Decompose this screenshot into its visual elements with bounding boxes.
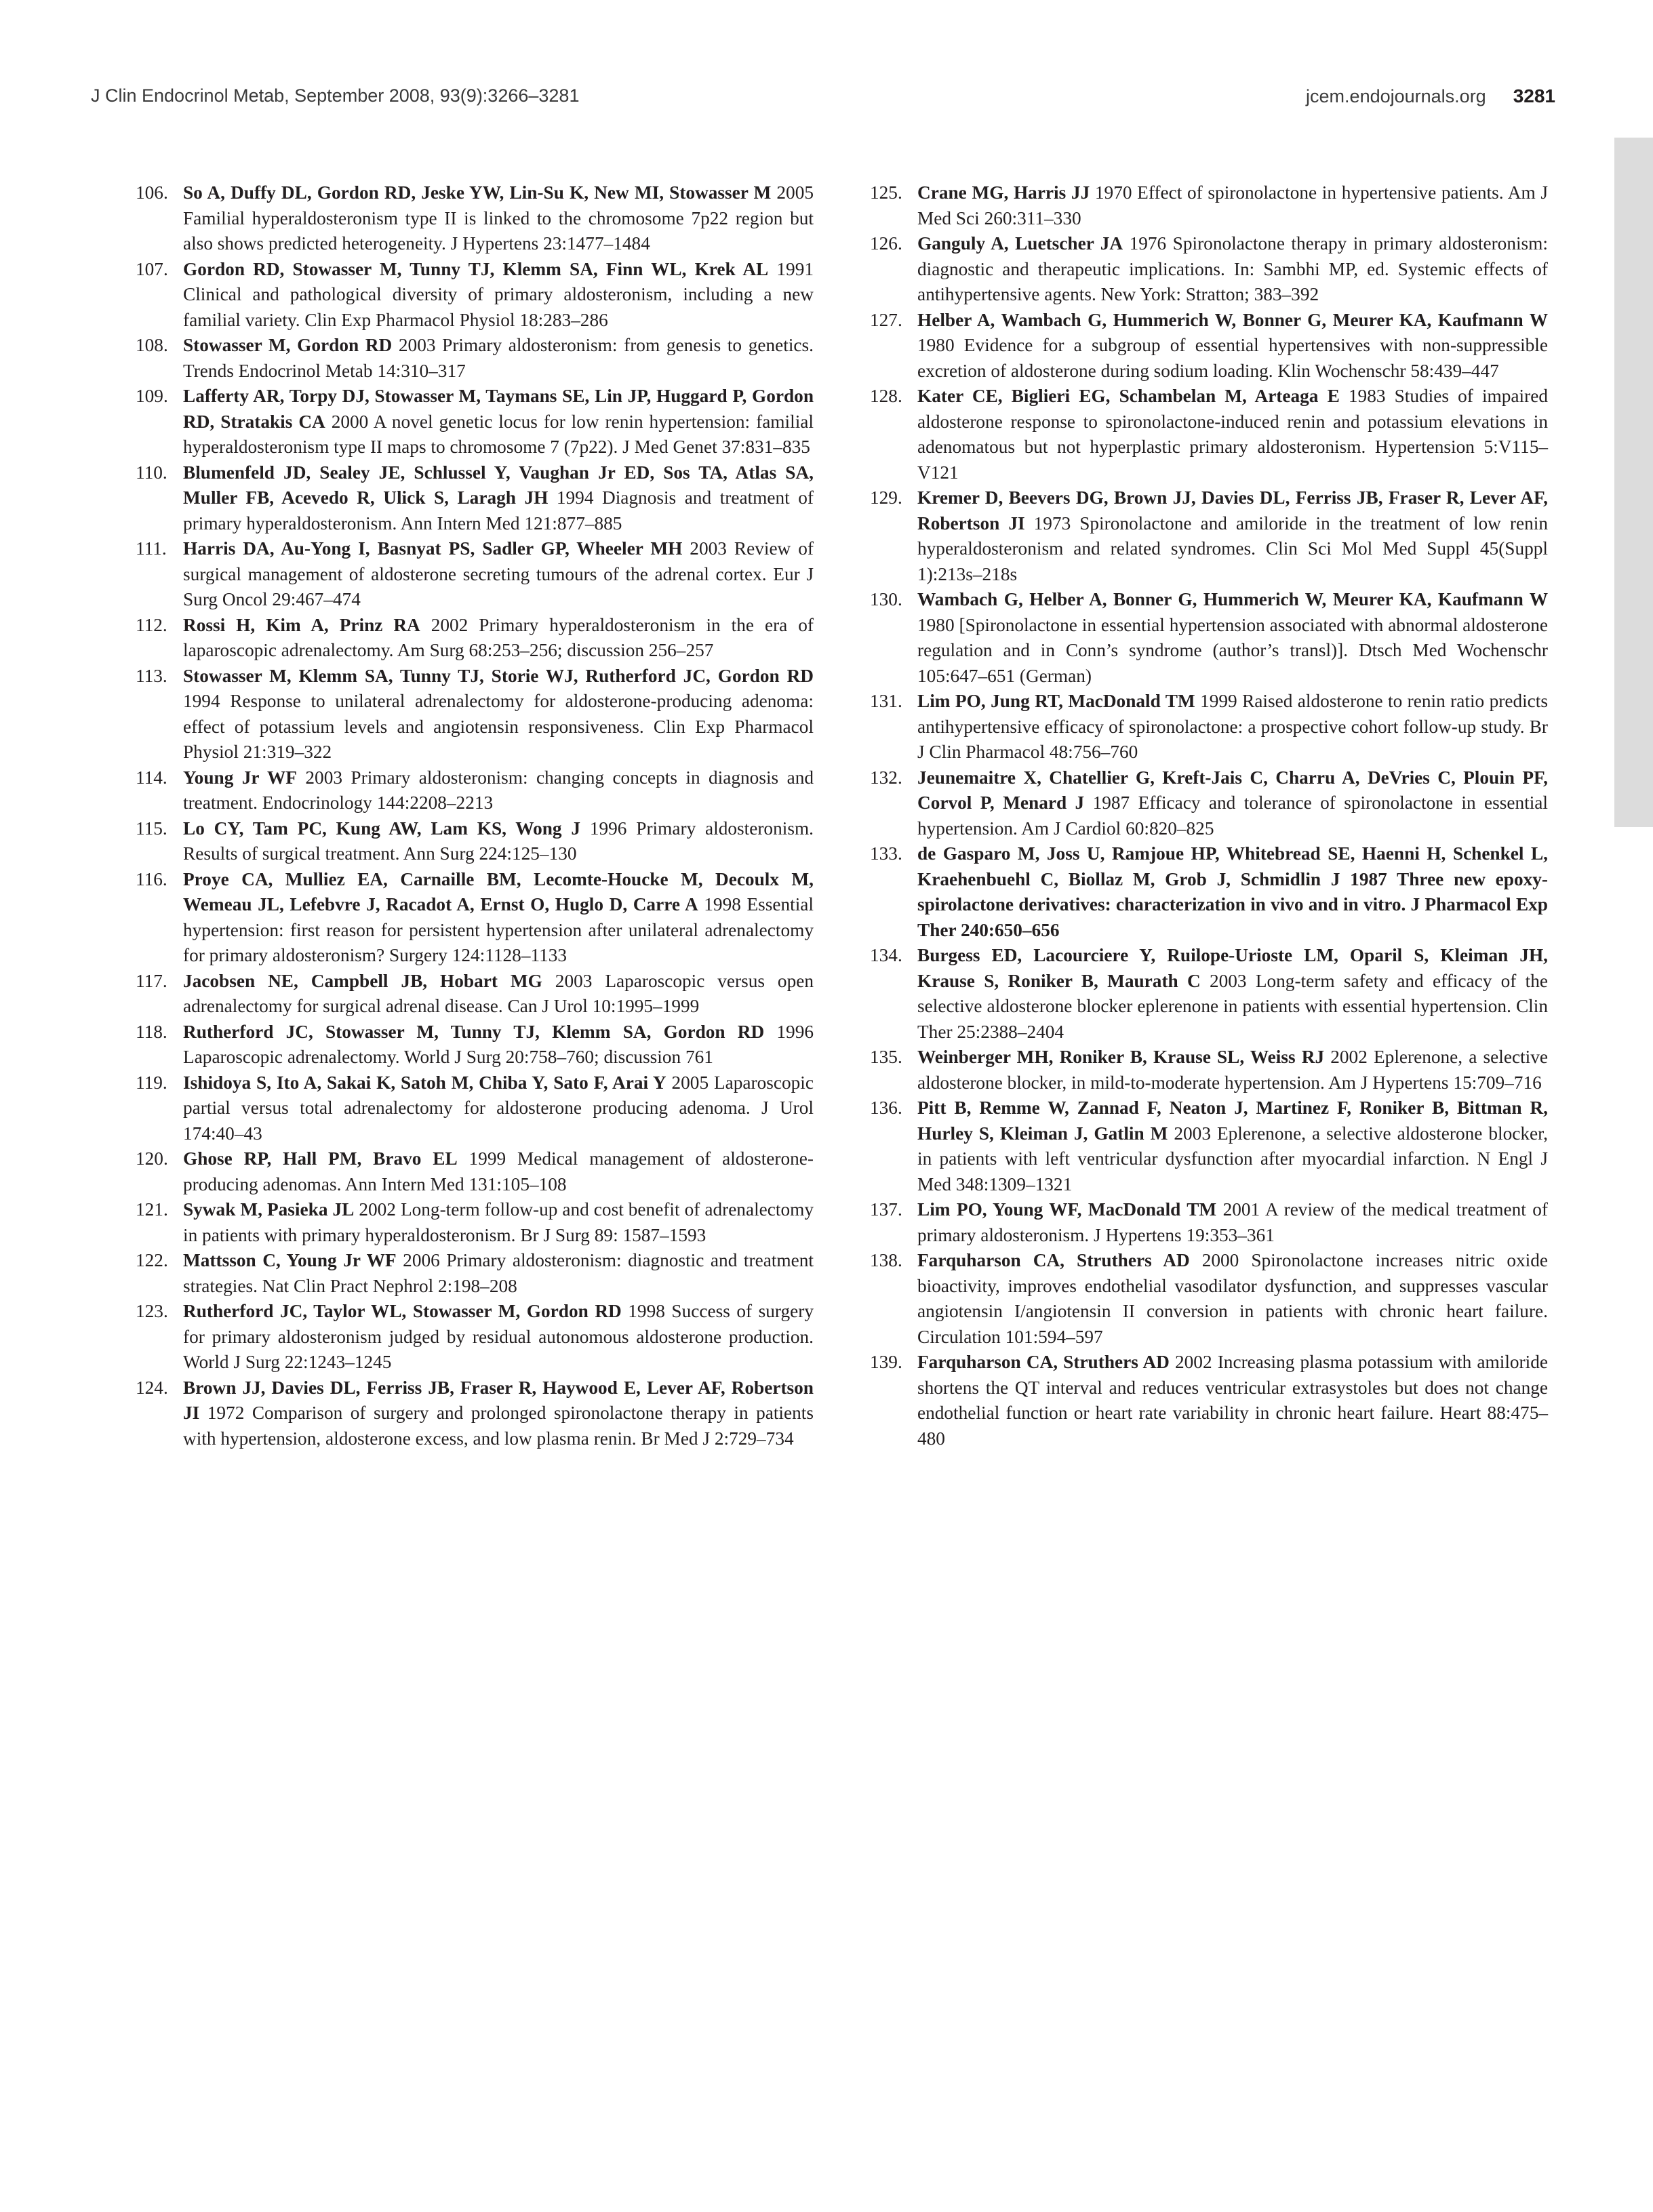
reference-number: 132. xyxy=(870,767,902,788)
running-header xyxy=(91,85,1555,119)
reference-authors: Ganguly A, Luetscher JA xyxy=(917,233,1123,254)
reference-number: 108. xyxy=(136,335,168,355)
reference-authors: Lafferty AR, Torpy DJ, Stowasser M, Taymans SE, Lin JP, Huggard P, Gordon RD, Stratakis CA xyxy=(183,386,814,432)
reference-authors: Crane MG, Harris JJ xyxy=(917,182,1090,203)
reference-authors: Gordon RD, Stowasser M, Tunny TJ, Klemm SA, Finn WL, Krek AL xyxy=(183,258,769,279)
reference-authors: Ishidoya S, Ito A, Sakai K, Satoh M, Chiba Y, Sato F, Arai Y xyxy=(183,1072,666,1093)
reference-authors: Young Jr WF xyxy=(183,767,297,788)
reference-details: 2002 Primary hyperaldosteronism in the era of laparoscopic adrenalectomy. Am Surg 68:253–256; discussion 256–257 xyxy=(183,614,814,660)
reference-item xyxy=(136,613,814,664)
reference-details: 2003 Long-term safety and efficacy of the selective aldosterone blocker eplerenone in patients with essential hypertension. Clin Ther 25:2388–2404 xyxy=(917,970,1548,1042)
reference-item xyxy=(870,485,1548,587)
reference-details: 1994 Diagnosis and treatment of primary hyperaldosteronism. Ann Intern Med 121:877–885 xyxy=(183,487,814,534)
reference-authors: Lim PO, Jung RT, MacDonald TM xyxy=(917,691,1195,711)
reference-item xyxy=(136,384,814,460)
header-right xyxy=(1306,85,1555,107)
reference-number: 136. xyxy=(870,1098,902,1118)
reference-item xyxy=(870,1197,1548,1248)
reference-item xyxy=(870,841,1548,943)
reference-number: 117. xyxy=(136,970,167,991)
reference-item xyxy=(136,867,814,969)
reference-details: 1980 Evidence for a subgroup of essential hypertensives with non-suppressible excretion of aldosterone during sodium loading. Klin Wochenschr 58:439–447 xyxy=(917,335,1548,381)
reference-item xyxy=(136,1020,814,1070)
section-side-tab xyxy=(1614,138,1653,827)
reference-item xyxy=(136,969,814,1020)
reference-item xyxy=(136,536,814,613)
reference-item xyxy=(870,943,1548,1045)
reference-authors: Harris DA, Au-Yong I, Basnyat PS, Sadler GP, Wheeler MH xyxy=(183,538,683,559)
reference-authors: Rossi H, Kim A, Prinz RA xyxy=(183,614,420,635)
reference-authors: Burgess ED, Lacourciere Y, Ruilope-Urioste LM, Oparil S, Kleiman JH, Krause S, Roniker B, Maurath C xyxy=(917,945,1548,991)
reference-number: 114. xyxy=(136,767,167,788)
reference-details: 2005 Laparoscopic partial versus total adrenalectomy for aldosterone producing adenoma. J Urol 174:40–43 xyxy=(183,1072,814,1144)
reference-authors: Stowasser M, Gordon RD xyxy=(183,335,393,355)
reference-details: 1994 Response to unilateral adrenalectomy for aldosterone-producing adenoma: effect of potassium levels and angiotensin responsiveness. Clin Exp Pharmacol Physiol 21:319–322 xyxy=(183,691,814,762)
reference-number: 119. xyxy=(136,1072,167,1093)
reference-item xyxy=(870,1095,1548,1197)
reference-number: 113. xyxy=(136,665,167,686)
reference-number: 112. xyxy=(136,614,167,635)
reference-authors: Weinberger MH, Roniker B, Krause SL, Weiss RJ xyxy=(917,1047,1325,1067)
reference-number: 138. xyxy=(870,1250,902,1270)
reference-item xyxy=(136,180,814,257)
reference-authors: de Gasparo M, Joss U, Ramjoue HP, Whitebread SE, Haenni H, Schenkel L, Kraehenbuehl C, Biollaz M, Grob J, Schmidlin J 1987 Three new epoxy-spirolactone derivatives: characterization in vivo and in vitro. J Pharmacol Exp Ther 240:650–656 xyxy=(917,843,1548,940)
reference-details: 1991 Clinical and pathological diversity of primary aldosteronism, including a new familial variety. Clin Exp Pharmacol Physiol 18:283–286 xyxy=(183,258,814,330)
reference-details: 1970 Effect of spironolactone in hypertensive patients. Am J Med Sci 260:311–330 xyxy=(917,182,1548,228)
reference-number: 125. xyxy=(870,182,902,203)
reference-authors: Kremer D, Beevers DG, Brown JJ, Davies DL, Ferriss JB, Fraser R, Lever AF, Robertson JI xyxy=(917,487,1548,534)
reference-item xyxy=(136,765,814,816)
reference-details: 2006 Primary aldosteronism: diagnostic and treatment strategies. Nat Clin Pract Nephrol 2:198–208 xyxy=(183,1250,814,1296)
reference-details: 2005 Familial hyperaldosteronism type II is linked to the chromosome 7p22 region but also shows predicted heterogeneity. J Hypertens 23:1477–1484 xyxy=(183,182,814,254)
reference-item xyxy=(136,1146,814,1197)
reference-authors: Brown JJ, Davies DL, Ferriss JB, Fraser R, Haywood E, Lever AF, Robertson JI xyxy=(183,1377,814,1423)
reference-details: 1999 Raised aldosterone to renin ratio predicts antihypertensive efficacy of spironolactone: a prospective cohort follow-up study. Br J Clin Pharmacol 48:756–760 xyxy=(917,691,1548,762)
reference-details: 1996 Primary aldosteronism. Results of surgical treatment. Ann Surg 224:125–130 xyxy=(183,818,814,864)
reference-item xyxy=(870,765,1548,842)
reference-details: 2000 Spironolactone increases nitric oxide bioactivity, improves endothelial vasodilator dysfunction, and suppresses vascular angiotensin I/angiotensin II conversion in patients with chronic heart failure. Circulation 101:594–597 xyxy=(917,1250,1548,1347)
reference-authors: Proye CA, Mulliez EA, Carnaille BM, Lecomte-Houcke M, Decoulx M, Wemeau JL, Lefebvre J, Racadot A, Ernst O, Huglo D, Carre A xyxy=(183,868,814,914)
reference-item xyxy=(870,180,1548,231)
reference-number: 109. xyxy=(136,386,168,406)
reference-authors: Lo CY, Tam PC, Kung AW, Lam KS, Wong J xyxy=(183,818,581,839)
reference-number: 111. xyxy=(136,538,167,559)
reference-details: 2003 Eplerenone, a selective aldosterone blocker, in patients with left ventricular dysfunction after myocardial infarction. N Engl J Med 348:1309–1321 xyxy=(917,1123,1548,1194)
reference-details: 1999 Medical management of aldosterone-producing adenomas. Ann Intern Med 131:105–108 xyxy=(183,1148,814,1194)
reference-number: 134. xyxy=(870,945,902,965)
reference-number: 106. xyxy=(136,182,168,203)
reference-details: 1973 Spironolactone and amiloride in the treatment of low renin hyperaldosteronism and related syndromes. Clin Sci Mol Med Suppl 45(Suppl 1):213s–218s xyxy=(917,512,1548,584)
reference-number: 116. xyxy=(136,868,167,889)
reference-item xyxy=(136,664,814,765)
reference-item xyxy=(136,1299,814,1375)
journal-citation: J Clin Endocrinol Metab, September 2008, 93(9):3266–3281 xyxy=(91,85,580,106)
reference-column-right xyxy=(870,180,1548,1451)
reference-authors: Kater CE, Biglieri EG, Schambelan M, Arteaga E xyxy=(917,386,1340,406)
reference-item xyxy=(136,1248,814,1299)
reference-item xyxy=(870,587,1548,689)
reference-number: 135. xyxy=(870,1047,902,1067)
reference-authors: Farquharson CA, Struthers AD xyxy=(917,1250,1190,1270)
reference-details: 2002 Long-term follow-up and cost benefit of adrenalectomy in patients with primary hyperaldosteronism. Br J Surg 89: 1587–1593 xyxy=(183,1199,814,1245)
reference-number: 131. xyxy=(870,691,902,711)
reference-item xyxy=(136,816,814,867)
reference-number: 137. xyxy=(870,1199,902,1220)
reference-authors: Lim PO, Young WF, MacDonald TM xyxy=(917,1199,1217,1220)
reference-number: 139. xyxy=(870,1352,902,1372)
reference-authors: Wambach G, Helber A, Bonner G, Hummerich W, Meurer KA, Kaufmann W xyxy=(917,589,1548,609)
reference-number: 128. xyxy=(870,386,902,406)
reference-details: 2003 Review of surgical management of aldosterone secreting tumours of the adrenal cortex. Eur J Surg Oncol 29:467–474 xyxy=(183,538,814,609)
reference-number: 124. xyxy=(136,1377,168,1398)
reference-number: 107. xyxy=(136,258,168,279)
reference-item xyxy=(870,1045,1548,1095)
page-number: 3281 xyxy=(1513,85,1555,106)
reference-details: 1972 Comparison of surgery and prolonged spironolactone therapy in patients with hypertension, aldosterone excess, and low plasma renin. Br Med J 2:729–734 xyxy=(183,1403,814,1449)
reference-item xyxy=(136,460,814,537)
reference-authors: Farquharson CA, Struthers AD xyxy=(917,1352,1170,1372)
reference-item xyxy=(136,1070,814,1147)
reference-details: 2003 Primary aldosteronism: changing concepts in diagnosis and treatment. Endocrinology 144:2208–2213 xyxy=(183,767,814,813)
reference-item xyxy=(136,333,814,384)
reference-details: 2001 A review of the medical treatment of primary aldosteronism. J Hypertens 19:353–361 xyxy=(917,1199,1548,1245)
reference-authors: Pitt B, Remme W, Zannad F, Neaton J, Martinez F, Roniker B, Bittman R, Hurley S, Kleiman J, Gatlin M xyxy=(917,1098,1548,1144)
reference-number: 126. xyxy=(870,233,902,254)
reference-item xyxy=(136,1375,814,1452)
reference-authors: Rutherford JC, Stowasser M, Tunny TJ, Klemm SA, Gordon RD xyxy=(183,1021,765,1042)
reference-number: 118. xyxy=(136,1021,167,1042)
reference-number: 120. xyxy=(136,1148,168,1169)
reference-authors: Blumenfeld JD, Sealey JE, Schlussel Y, Vaughan Jr ED, Sos TA, Atlas SA, Muller FB, Acevedo R, Ulick S, Laragh JH xyxy=(183,462,814,508)
reference-number: 130. xyxy=(870,589,902,609)
reference-authors: Sywak M, Pasieka JL xyxy=(183,1199,355,1220)
reference-details: 1987 Efficacy and tolerance of spironolactone in essential hypertension. Am J Cardiol 60:820–825 xyxy=(917,792,1548,839)
reference-details: 1976 Spironolactone therapy in primary aldosteronism: diagnostic and therapeutic implications. In: Sambhi MP, ed. Systemic effects of antihypertensive agents. New York: Stratton; 383–392 xyxy=(917,233,1548,304)
reference-item xyxy=(136,257,814,334)
journal-website: jcem.endojournals.org xyxy=(1306,86,1486,106)
reference-details: 1998 Success of surgery for primary aldosteronism judged by residual autonomous aldosterone production. World J Surg 22:1243–1245 xyxy=(183,1301,814,1372)
reference-details: 1998 Essential hypertension: first reason for persistent hypertension after unilateral adrenalectomy for primary aldosteronism? Surgery 124:1128–1133 xyxy=(183,894,814,965)
reference-item xyxy=(870,384,1548,485)
reference-details: 2003 Laparoscopic versus open adrenalectomy for surgical adrenal disease. Can J Urol 10:1995–1999 xyxy=(183,970,814,1016)
reference-item xyxy=(870,689,1548,765)
reference-details: 2002 Increasing plasma potassium with amiloride shortens the QT interval and reduces ventricular extrasystoles but does not change endothelial function or heart rate variability in chronic heart failure. Heart 88:475–480 xyxy=(917,1352,1548,1449)
reference-authors: Ghose RP, Hall PM, Bravo EL xyxy=(183,1148,458,1169)
reference-item xyxy=(870,1248,1548,1350)
reference-authors: So A, Duffy DL, Gordon RD, Jeske YW, Lin-Su K, New MI, Stowasser M xyxy=(183,182,772,203)
reference-authors: Helber A, Wambach G, Hummerich W, Bonner G, Meurer KA, Kaufmann W xyxy=(917,309,1548,330)
reference-number: 127. xyxy=(870,309,902,330)
reference-details: 1983 Studies of impaired aldosterone response to spironolactone-induced renin and potassium elevations in adenomatous but not hyperplastic primary aldosteronism. Hypertension 5:V115–V121 xyxy=(917,386,1548,483)
reference-item xyxy=(870,1350,1548,1451)
reference-details: 2002 Eplerenone, a selective aldosterone blocker, in mild-to-moderate hypertension. Am J Hypertens 15:709–716 xyxy=(917,1047,1548,1093)
reference-details: 1980 [Spironolactone in essential hypertension associated with abnormal aldosterone regulation and in Conn’s syndrome (author’s transl)]. Dtsch Med Wochenschr 105:647–651 (German) xyxy=(917,614,1548,686)
reference-column-left xyxy=(136,180,814,1451)
reference-authors: Stowasser M, Klemm SA, Tunny TJ, Storie WJ, Rutherford JC, Gordon RD xyxy=(183,665,814,686)
reference-details: 2003 Primary aldosteronism: from genesis to genetics. Trends Endocrinol Metab 14:310–317 xyxy=(183,335,814,381)
reference-number: 133. xyxy=(870,843,902,864)
reference-item xyxy=(136,1197,814,1248)
reference-authors: Rutherford JC, Taylor WL, Stowasser M, Gordon RD xyxy=(183,1301,622,1321)
reference-number: 115. xyxy=(136,818,167,839)
reference-number: 121. xyxy=(136,1199,168,1220)
reference-authors: Jacobsen NE, Campbell JB, Hobart MG xyxy=(183,970,542,991)
reference-number: 123. xyxy=(136,1301,168,1321)
reference-details: 1996 Laparoscopic adrenalectomy. World J Surg 20:758–760; discussion 761 xyxy=(183,1021,814,1067)
reference-item xyxy=(870,308,1548,384)
reference-authors: Jeunemaitre X, Chatellier G, Kreft-Jais C, Charru A, DeVries C, Plouin PF, Corvol P, Menard J xyxy=(917,767,1548,813)
reference-authors: Mattsson C, Young Jr WF xyxy=(183,1250,397,1270)
reference-number: 110. xyxy=(136,462,167,483)
reference-number: 122. xyxy=(136,1250,168,1270)
reference-number: 129. xyxy=(870,487,902,508)
reference-item xyxy=(870,231,1548,308)
reference-details: 2000 A novel genetic locus for low renin hypertension: familial hyperaldosteronism type II maps to chromosome 7 (7p22). J Med Genet 37:831–835 xyxy=(183,411,814,457)
